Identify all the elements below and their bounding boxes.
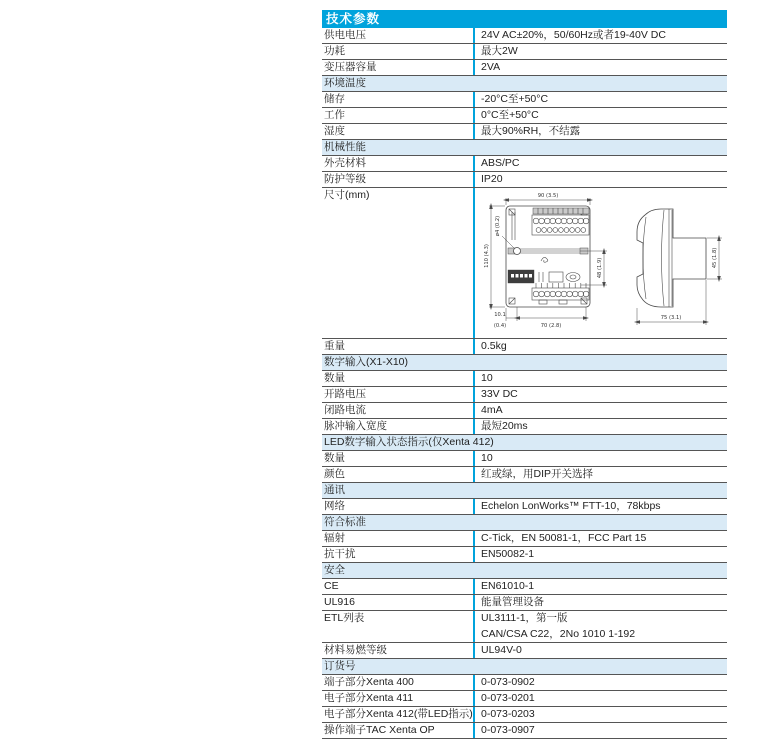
spec-row [322,611,727,643]
spec-row [322,419,727,435]
spec-value: 33V DC [473,387,727,402]
spec-row [322,108,727,124]
spec-label: 颜色 [324,468,345,480]
spec-label: 变压器容量 [324,61,377,73]
spec-label: 防护等级 [324,173,366,185]
spec-label: 网络 [324,500,345,512]
spec-value: 最大90%RH，不结露 [473,124,727,139]
spec-row [322,547,727,563]
spec-value: 0°C至+50°C [473,108,727,123]
spec-value: ABS/PC [473,156,727,171]
spec-value: 0-073-0201 [473,691,727,706]
spec-label: ETL列表 [324,612,365,624]
spec-row [322,579,727,595]
spec-value: 最短20ms [473,419,727,434]
spec-label: 湿度 [324,125,345,137]
spec-value [473,611,727,642]
spec-label: 工作 [324,109,345,121]
spec-row [322,467,727,483]
spec-row [322,451,727,467]
spec-row [322,28,727,44]
spec-label: 开路电压 [324,388,366,400]
spec-label: 操作端子TAC Xenta OP [324,724,435,736]
spec-row [322,723,727,739]
spec-label: 脉冲输入宽度 [324,420,387,432]
section-header-row [322,76,727,92]
spec-row [322,44,727,60]
spec-label: 闭路电流 [324,404,366,416]
spec-value: 10 [473,371,727,386]
spec-row [322,499,727,515]
front-width-label: 90 (3.5) [537,193,559,199]
spec-value: 0-073-0203 [473,707,727,722]
front-view [484,193,607,329]
section-label: 通讯 [324,484,345,496]
spec-label: CE [324,580,339,592]
spec-row [322,124,727,140]
spec-value: 10 [473,451,727,466]
spec-row [322,156,727,172]
front-offset-label: 10.1 [494,312,506,318]
spec-value: IP20 [473,172,727,187]
front-mid-height-label: 48 (1.9) [597,257,603,279]
spec-row [322,403,727,419]
spec-value: 红或绿，用DIP开关选择 [473,467,727,482]
spec-diagram-cell [473,188,727,338]
spec-label: 辐射 [324,532,345,544]
spec-label: 材料易燃等级 [324,644,387,656]
section-label: 数字输入(X1-X10) [324,356,409,368]
spec-value: UL94V-0 [473,643,727,658]
spec-label: 功耗 [324,45,345,57]
spec-label: 数量 [324,372,345,384]
spec-row [322,643,727,659]
spec-row [322,691,727,707]
front-height-label: 110 (4.3) [484,244,490,268]
section-header-row [322,435,727,451]
spec-value: Echelon LonWorks™ FTT-10，78kbps [473,499,727,514]
spec-label: 抗干扰 [324,548,356,560]
front-bottom-width-label: 70 (2.8) [540,323,562,329]
spec-value-line: UL3111-1，第一版 [481,612,568,624]
dimension-diagram [483,188,726,338]
section-header-row [322,140,727,156]
spec-label: 外壳材料 [324,157,366,169]
spec-value: C-Tick，EN 50081-1，FCC Part 15 [473,531,727,546]
spec-value: -20°C至+50°C [473,92,727,107]
spec-value: 0.5kg [473,339,727,354]
section-header-row [322,515,727,531]
section-label: 安全 [324,564,345,576]
spec-label: 电子部分Xenta 411 [324,692,414,704]
spec-row [322,60,727,76]
spec-value: 2VA [473,60,727,75]
section-header-row [322,659,727,675]
spec-label: 重量 [324,340,345,352]
front-hole-label: ø4 (0.2) [495,215,501,237]
spec-row [322,387,727,403]
spec-label: 数量 [324,452,345,464]
section-label: 订货号 [324,660,356,672]
spec-table [322,10,727,739]
spec-label: 端子部分Xenta 400 [324,676,414,688]
spec-row [322,707,727,723]
section-header-row [322,483,727,499]
spec-value: 24V AC±20%，50/60Hz或者19-40V DC [473,28,727,43]
section-label: LED数字输入状态指示(仅Xenta 412) [324,436,494,448]
spec-row [322,595,727,611]
section-label: 符合标准 [324,516,366,528]
spec-value: 4mA [473,403,727,418]
spec-label: 储存 [324,93,345,105]
spec-label: 供电电压 [324,29,366,41]
side-depth-label: 75 (3.1) [660,315,682,321]
spec-value: EN50082-1 [473,547,727,562]
table-rows [322,28,727,739]
spec-row [322,92,727,108]
spec-row [322,339,727,355]
spec-value: 能量管理设备 [473,595,727,610]
spec-value-line: CAN/CSA C22，2No 1010 1-192 [481,627,636,640]
spec-value: EN61010-1 [473,579,727,594]
spec-value: 0-073-0902 [473,675,727,690]
section-header-row [322,355,727,371]
section-label: 环境温度 [324,77,366,89]
spec-label: 电子部分Xenta 412(带LED指示) [324,708,473,720]
spec-value: 最大2W [473,44,727,59]
table-title-bar: 技术参数 [322,10,727,28]
section-label: 机械性能 [324,141,366,153]
section-header-row [322,563,727,579]
front-offset-in-label: (0.4) [493,323,507,329]
spec-row [322,371,727,387]
spec-row [322,675,727,691]
side-view [637,209,722,325]
spec-row [322,172,727,188]
spec-row [322,531,727,547]
spec-value: 0-073-0907 [473,723,727,738]
side-rail-height-label: 45 (1.8) [712,247,718,269]
spec-row [322,188,727,339]
spec-label: UL916 [324,596,355,608]
spec-label: 尺寸(mm) [324,189,370,201]
